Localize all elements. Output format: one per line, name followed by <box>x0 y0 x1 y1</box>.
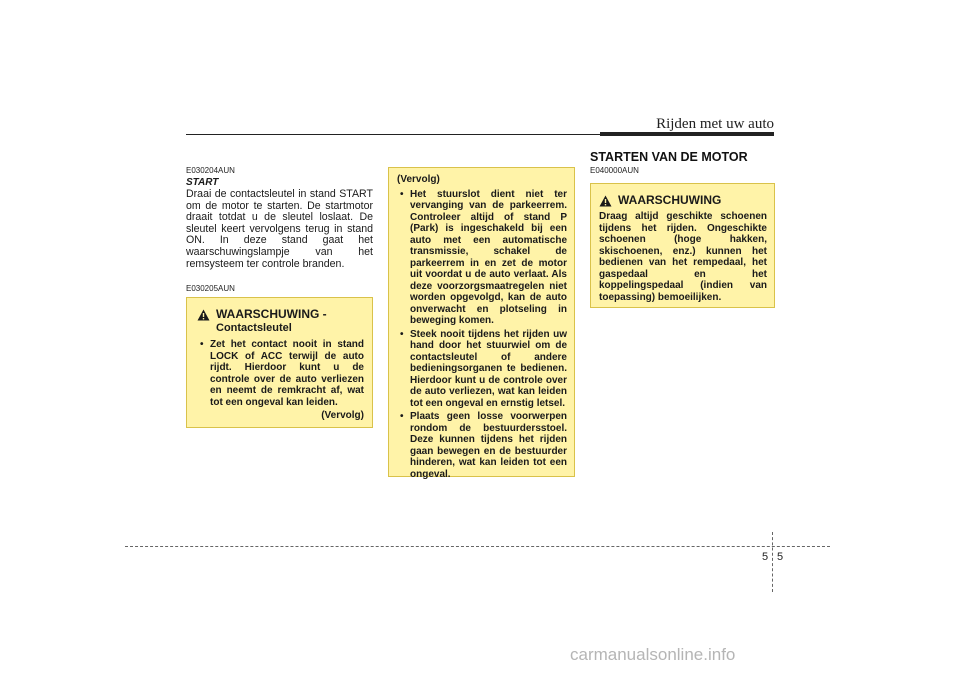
warning-box-contactsleutel <box>186 297 373 428</box>
section-code: E030204AUN <box>186 166 235 175</box>
list-item: • Steek nooit tijdens het rijden uw hand door het stuurwiel om de contactsleutel of andere bedieningsorganen te bedienen. Hierdoor kunt u de controle over de auto verliezen, wat kan leiden tot een ongeval en ernstig letsel. <box>397 329 567 410</box>
section-code: E030205AUN <box>186 284 235 293</box>
continued-label: (Vervolg) <box>321 410 364 421</box>
footer-divider <box>772 532 773 592</box>
header-rule-accent <box>600 132 774 136</box>
warning-bullets <box>397 189 567 481</box>
warning-box-schoenen <box>590 183 775 308</box>
start-title: START <box>186 177 219 188</box>
warning-header <box>197 308 364 335</box>
warning-box-continued <box>388 167 575 480</box>
warning-title: WAARSCHUWING - <box>216 307 327 321</box>
list-item: • Zet het contact nooit in stand LOCK of ACC terwijl de auto rijdt. Hierdoor kunt u de controle over de auto verliezen en neemt de remkracht af, wat tot een ongeval kan leiden. <box>197 339 364 408</box>
start-text: Draai de contactsleutel in stand START om de motor te starten. De startmotor draait totdat u de sleutel loslaat. De sleutel keert vervolgens terug in stand ON. In deze stand gaat het waarschuwingslampje van het remsysteem ter controle branden. <box>186 188 373 270</box>
warning-bullets <box>197 339 364 408</box>
list-item: • Plaats geen losse voorwerpen rondom de bestuurdersstoel. Deze kunnen tijdens het rijden gaan bewegen en de bestuurder hinderen, wat kan leiden tot een ongeval. <box>397 411 567 480</box>
continued-header: (Vervolg) <box>397 174 440 185</box>
warning-subtitle: Contactsleutel <box>216 322 292 334</box>
footer-rule <box>125 546 830 547</box>
list-item: • Het stuurslot dient niet ter vervanging van de parkeerrem. Controleer altijd of stand P (Park) is ingeschakeld bij een auto met een automatische transmissie, schakel de parkeerrem in en zet de motor uit voordat u de auto verlaat. Als deze voorzorgsmaatregelen niet worden opgevolgd, kan de auto onverwacht en plotseling in beweging komen. <box>397 189 567 327</box>
warning-title: WAARSCHUWING <box>618 193 722 207</box>
warning-triangle-icon <box>599 195 612 207</box>
section-number: 5 <box>762 551 769 563</box>
page-number: 5 <box>777 551 784 563</box>
warning-triangle-icon <box>197 309 210 321</box>
section-title: STARTEN VAN DE MOTOR <box>590 150 748 164</box>
section-code: E040000AUN <box>590 166 639 175</box>
watermark-text: carmanualsonline.info <box>570 645 736 664</box>
warning-text: Draag altijd geschikte schoenen tijdens het rijden. Ongeschikte schoenen (hoge hakken, skischoenen, enz.) kunnen het bedienen van het rempedaal, het gaspedaal en het koppelingspedaal (indien van toepassing) bemoeilijken. <box>599 211 767 303</box>
warning-header <box>599 194 767 207</box>
page-header-title: Rijden met uw auto <box>656 116 774 132</box>
